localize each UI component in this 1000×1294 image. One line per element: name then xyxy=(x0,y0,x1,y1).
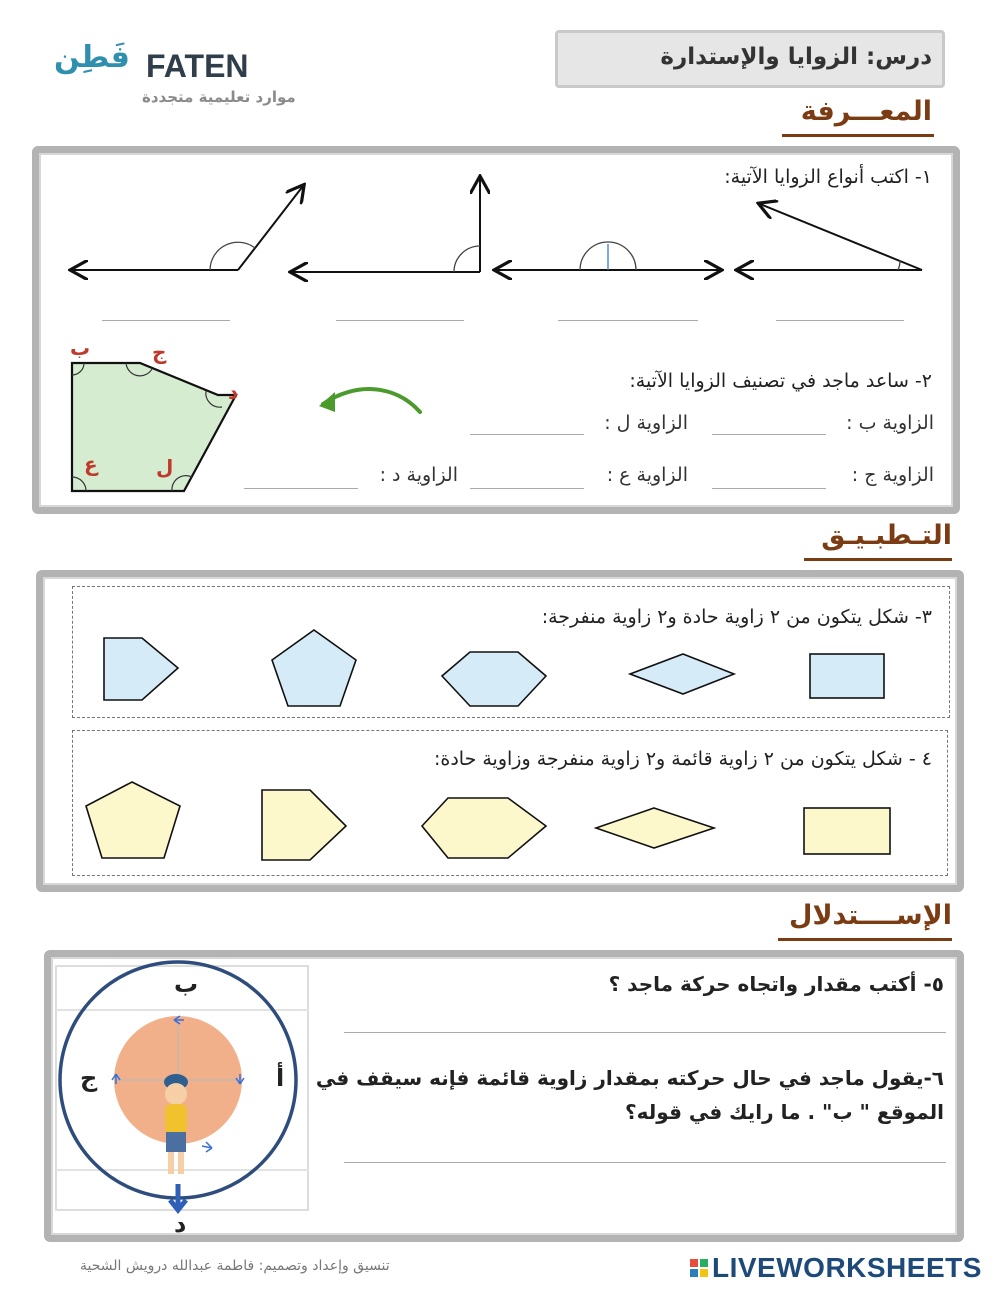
vertex-label-j: ج xyxy=(152,340,167,364)
angle-b-answer[interactable] xyxy=(712,434,826,435)
logo-tagline: موارد تعليمية متجددة xyxy=(142,88,296,106)
q1-text: ١- اكتب أنواع الزوايا الآتية: xyxy=(724,166,932,188)
q1-answer-1[interactable] xyxy=(102,320,230,321)
q4-shape-rectangle[interactable] xyxy=(804,808,890,854)
acute-angle-figure xyxy=(738,204,922,270)
angle-b-label: الزاوية ب : xyxy=(846,412,934,434)
liveworksheets-icon xyxy=(690,1259,708,1277)
liveworksheets-brand: LIVEWORKSHEETS xyxy=(712,1252,982,1283)
logo xyxy=(50,22,320,112)
q5-text: ٥- أكتب مقدار واتجاه حركة ماجد ؟ xyxy=(608,972,944,996)
angle-ain-label: الزاوية ع : xyxy=(606,464,688,486)
q6-answer[interactable] xyxy=(344,1162,946,1163)
section-application-underline xyxy=(804,558,952,561)
footer-credit: تنسيق وإعداد وتصميم: فاطمة عبدالله درويش الشحية xyxy=(80,1258,390,1274)
straight-angle-figure xyxy=(496,242,720,270)
q3-shape-hexagon[interactable] xyxy=(442,652,546,706)
right-angle-figure xyxy=(292,178,480,272)
q1-answer-4[interactable] xyxy=(776,320,904,321)
compass-label-right: أ xyxy=(276,1064,285,1092)
q4-shapes xyxy=(72,776,948,876)
q5-answer[interactable] xyxy=(344,1032,946,1033)
q3-text: ٣- شكل يتكون من ٢ زاوية حادة و٢ زاوية منفرجة: xyxy=(541,606,932,628)
angle-d-answer[interactable] xyxy=(244,488,358,489)
boy-figure-icon xyxy=(164,1074,188,1174)
liveworksheets-logo[interactable] xyxy=(690,1252,982,1284)
section-knowledge-heading: المعـــرفة xyxy=(800,96,932,127)
q6-line2: الموقع " ب" . ما رايك في قوله؟ xyxy=(625,1100,944,1124)
angle-l-answer[interactable] xyxy=(470,434,584,435)
q3-shape-rhombus[interactable] xyxy=(630,654,734,694)
section-application-heading: التـطبـيـق xyxy=(821,520,952,551)
vertex-label-ain: ع xyxy=(84,452,98,476)
logo-arabic: فَطِن xyxy=(54,40,130,75)
vertex-label-b: ب xyxy=(70,336,91,360)
q3-shape-house-pentagon[interactable] xyxy=(104,638,178,700)
vertex-label-d: د xyxy=(228,380,239,404)
q4-shape-regular-pentagon[interactable] xyxy=(86,782,180,858)
q4-shape-hexagon[interactable] xyxy=(422,798,546,858)
q2-text: ٢- ساعد ماجد في تصنيف الزوايا الآتية: xyxy=(629,370,932,392)
lesson-title: درس: الزوايا والإستدارة xyxy=(660,44,932,70)
q1-answer-2[interactable] xyxy=(336,320,464,321)
q6-line1: ٦-يقول ماجد في حال حركته بمقدار زاوية قائمة فإنه سيقف في xyxy=(315,1066,944,1090)
section-reasoning-heading: الإســــتدلال xyxy=(789,900,952,931)
q4-shape-rhombus[interactable] xyxy=(596,808,714,848)
q3-shapes xyxy=(72,620,950,720)
compass-label-top: ب xyxy=(174,970,199,998)
q1-answer-3[interactable] xyxy=(558,320,698,321)
compass-label-bottom: د xyxy=(174,1210,187,1238)
angle-ain-answer[interactable] xyxy=(470,488,584,489)
compass-label-left: ج xyxy=(80,1064,98,1092)
q4-shape-house-pentagon[interactable] xyxy=(262,790,346,860)
curved-arrow-icon xyxy=(315,378,425,418)
obtuse-angle-figure xyxy=(72,186,303,270)
angle-j-label: الزاوية ج : xyxy=(851,464,934,486)
q3-shape-rectangle[interactable] xyxy=(810,654,884,698)
angle-l-label: الزاوية ل : xyxy=(604,412,688,434)
q4-text: ٤ - شكل يتكون من ٢ زاوية قائمة و٢ زاوية منفرجة وزاوية حادة: xyxy=(433,748,932,770)
logo-brand: FATEN xyxy=(146,48,249,84)
angle-figures xyxy=(60,170,940,290)
vertex-label-l: ل xyxy=(156,455,174,479)
q3-shape-regular-pentagon[interactable] xyxy=(272,630,356,706)
section-knowledge-underline xyxy=(782,134,934,137)
angle-j-answer[interactable] xyxy=(712,488,826,489)
section-reasoning-underline xyxy=(778,938,952,941)
angle-d-label: الزاوية د : xyxy=(379,464,458,486)
